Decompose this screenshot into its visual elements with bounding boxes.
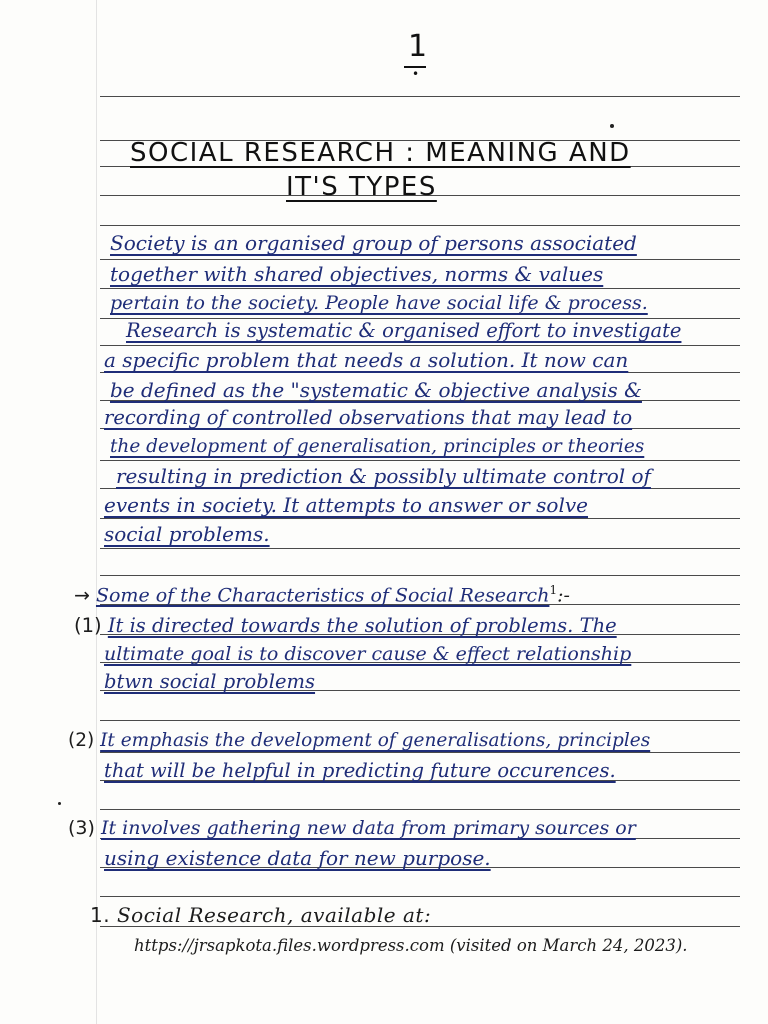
ruled-line (100, 548, 740, 549)
ruled-line (100, 259, 740, 260)
paragraph-line: pertain to the society. People have social life & process. (110, 292, 648, 314)
paragraph-line: together with shared objectives, norms & values (110, 262, 604, 286)
page-number (404, 30, 430, 80)
item-line: ultimate goal is to discover cause & effect relationship (104, 643, 632, 665)
paragraph-line: social problems. (104, 522, 270, 546)
ruled-line (100, 518, 740, 519)
characteristics-heading (74, 577, 570, 608)
paragraph-line: Society is an organised group of persons associated (110, 231, 637, 255)
ruled-line (100, 345, 740, 346)
page-title-line-2: IT'S TYPES (286, 172, 437, 202)
ruled-line (100, 809, 740, 810)
ruled-line (100, 896, 740, 897)
item-line: It is directed towards the solution of problems. The (107, 614, 617, 637)
item-line: using existence data for new purpose. (104, 846, 491, 870)
characteristics-heading-text: Some of the Characteristics of Social Research (95, 584, 550, 607)
footnote-line-2: https://jrsapkota.files.wordpress.com (visited on March 24, 2023). (134, 936, 688, 955)
item-number: (1) (74, 614, 102, 637)
heading-suffix: :- (557, 584, 570, 607)
ruled-line (100, 288, 740, 289)
footnote-text: Social Research, available at: (116, 903, 432, 927)
characteristic-item-2 (68, 728, 650, 754)
ruled-line (100, 720, 740, 721)
ruled-line (100, 96, 740, 97)
item-line: that will be helpful in predicting future occurences. (104, 759, 616, 782)
item-line: btwn social problems (104, 670, 316, 693)
item-line: It involves gathering new data from primary sources or (100, 817, 636, 839)
paragraph-line: recording of controlled observations that may lead to (104, 406, 633, 429)
arrow-icon: → (74, 584, 90, 607)
paragraph-line: a specific problem that needs a solution. It now can (104, 348, 629, 372)
page-title-line-1: SOCIAL RESEARCH : MEANING AND (130, 138, 631, 168)
item-number: (3) (68, 817, 95, 839)
ruled-line (100, 575, 740, 576)
paragraph-line: the development of generalisation, principles or theories (110, 436, 645, 457)
ruled-line (100, 460, 740, 461)
paragraph-line: resulting in prediction & possibly ultimate control of (116, 464, 651, 488)
item-line: It emphasis the development of generalisations, principles (100, 730, 651, 751)
characteristic-item-3 (68, 815, 636, 841)
paragraph-line: be defined as the "systematic & objective analysis & (110, 378, 642, 402)
paragraph-line: events in society. It attempts to answer or solve (104, 493, 589, 517)
characteristic-item-1 (74, 613, 617, 639)
page-number-mark: • (412, 67, 420, 81)
ruled-line (100, 225, 740, 226)
footnote-label: 1. (90, 903, 111, 927)
ink-speck (58, 802, 61, 805)
page-margin-line (96, 0, 97, 1024)
paragraph-line: Research is systematic & organised effort to investigate (126, 319, 682, 342)
item-number: (2) (68, 730, 95, 751)
footnote-marker: 1 (549, 583, 558, 597)
page-number-value: 1 (408, 29, 428, 64)
ink-speck (610, 124, 614, 128)
footnote-line-1 (90, 902, 431, 928)
